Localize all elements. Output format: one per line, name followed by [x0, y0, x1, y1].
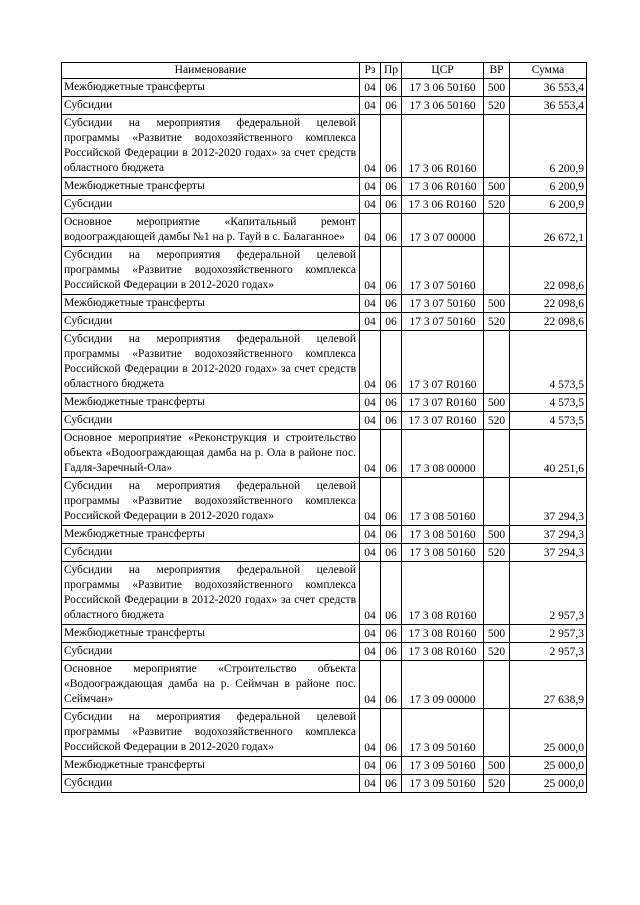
cell-sum: 37 294,3	[510, 478, 587, 526]
cell-name: Субсидии	[62, 544, 360, 562]
cell-rz: 04	[360, 115, 381, 178]
table-row	[62, 757, 587, 775]
cell-rz: 04	[360, 625, 381, 643]
cell-rz: 04	[360, 412, 381, 430]
cell-name: Субсидии на мероприятия федеральной целевой программы «Развитие водохозяйственного комплекса Российской Федерации в 2012-2020 годах»	[62, 247, 360, 295]
cell-csr: 17 3 09 50160	[402, 757, 484, 775]
cell-vr: 500	[484, 178, 510, 196]
cell-pr: 06	[381, 115, 402, 178]
cell-name: Субсидии	[62, 97, 360, 115]
header-vr: ВР	[484, 63, 510, 79]
cell-pr: 06	[381, 97, 402, 115]
cell-pr: 06	[381, 196, 402, 214]
cell-rz: 04	[360, 709, 381, 757]
cell-pr: 06	[381, 79, 402, 97]
cell-csr: 17 3 07 00000	[402, 214, 484, 247]
cell-vr	[484, 709, 510, 757]
cell-vr: 500	[484, 526, 510, 544]
cell-rz: 04	[360, 478, 381, 526]
cell-vr	[484, 430, 510, 478]
cell-vr: 520	[484, 775, 510, 793]
cell-csr: 17 3 07 50160	[402, 313, 484, 331]
cell-csr: 17 3 07 R0160	[402, 412, 484, 430]
table-row	[62, 313, 587, 331]
budget-table	[61, 62, 587, 793]
cell-rz: 04	[360, 196, 381, 214]
cell-pr: 06	[381, 562, 402, 625]
cell-pr: 06	[381, 295, 402, 313]
cell-sum: 2 957,3	[510, 562, 587, 625]
cell-pr: 06	[381, 313, 402, 331]
cell-csr: 17 3 07 R0160	[402, 331, 484, 394]
cell-csr: 17 3 08 50160	[402, 526, 484, 544]
table-row	[62, 295, 587, 313]
cell-csr: 17 3 08 R0160	[402, 643, 484, 661]
cell-name: Субсидии на мероприятия федеральной целевой программы «Развитие водохозяйственного комплекса Российской Федерации в 2012-2020 годах» за счет средств областного бюджета	[62, 562, 360, 625]
table-row	[62, 214, 587, 247]
table-row	[62, 661, 587, 709]
cell-rz: 04	[360, 526, 381, 544]
table-row	[62, 430, 587, 478]
cell-csr: 17 3 07 50160	[402, 247, 484, 295]
cell-name: Субсидии на мероприятия федеральной целевой программы «Развитие водохозяйственного комплекса Российской Федерации в 2012-2020 годах» за счет средств областного бюджета	[62, 115, 360, 178]
header-name: Наименование	[62, 63, 360, 79]
cell-rz: 04	[360, 247, 381, 295]
cell-vr: 500	[484, 295, 510, 313]
cell-sum: 37 294,3	[510, 526, 587, 544]
cell-rz: 04	[360, 562, 381, 625]
cell-csr: 17 3 07 50160	[402, 295, 484, 313]
cell-sum: 37 294,3	[510, 544, 587, 562]
cell-pr: 06	[381, 478, 402, 526]
cell-pr: 06	[381, 214, 402, 247]
cell-sum: 2 957,3	[510, 625, 587, 643]
table-row	[62, 643, 587, 661]
cell-vr: 500	[484, 394, 510, 412]
cell-rz: 04	[360, 214, 381, 247]
cell-sum: 2 957,3	[510, 643, 587, 661]
cell-csr: 17 3 08 R0160	[402, 625, 484, 643]
table-row	[62, 115, 587, 178]
cell-name: Межбюджетные трансферты	[62, 295, 360, 313]
cell-name: Основное мероприятие «Строительство объекта «Водоограждающая дамба на р. Сеймчан в районе пос. Сеймчан»	[62, 661, 360, 709]
cell-vr: 500	[484, 757, 510, 775]
cell-vr	[484, 115, 510, 178]
cell-name: Межбюджетные трансферты	[62, 394, 360, 412]
table-row	[62, 562, 587, 625]
cell-sum: 27 638,9	[510, 661, 587, 709]
cell-vr: 520	[484, 97, 510, 115]
cell-sum: 40 251,6	[510, 430, 587, 478]
cell-pr: 06	[381, 178, 402, 196]
cell-rz: 04	[360, 331, 381, 394]
cell-csr: 17 3 08 R0160	[402, 562, 484, 625]
cell-rz: 04	[360, 775, 381, 793]
cell-vr: 520	[484, 313, 510, 331]
cell-pr: 06	[381, 625, 402, 643]
cell-csr: 17 3 09 00000	[402, 661, 484, 709]
cell-sum: 36 553,4	[510, 79, 587, 97]
cell-csr: 17 3 09 50160	[402, 709, 484, 757]
cell-vr: 520	[484, 544, 510, 562]
cell-csr: 17 3 06 50160	[402, 79, 484, 97]
cell-rz: 04	[360, 430, 381, 478]
table-header-row	[62, 63, 587, 79]
cell-rz: 04	[360, 661, 381, 709]
cell-csr: 17 3 08 50160	[402, 478, 484, 526]
table-row	[62, 544, 587, 562]
cell-vr: 500	[484, 625, 510, 643]
cell-vr	[484, 247, 510, 295]
table-row	[62, 394, 587, 412]
cell-name: Межбюджетные трансферты	[62, 625, 360, 643]
cell-vr	[484, 562, 510, 625]
cell-rz: 04	[360, 97, 381, 115]
cell-name: Межбюджетные трансферты	[62, 79, 360, 97]
cell-name: Субсидии	[62, 643, 360, 661]
cell-name: Основное мероприятие «Капитальный ремонт водоограждающей дамбы №1 на р. Тауй в с. Балаганное»	[62, 214, 360, 247]
cell-rz: 04	[360, 79, 381, 97]
cell-vr	[484, 214, 510, 247]
header-sum: Сумма	[510, 63, 587, 79]
cell-csr: 17 3 09 50160	[402, 775, 484, 793]
cell-csr: 17 3 06 50160	[402, 97, 484, 115]
table-row	[62, 625, 587, 643]
table-row	[62, 775, 587, 793]
cell-name: Межбюджетные трансферты	[62, 757, 360, 775]
cell-name: Субсидии	[62, 775, 360, 793]
cell-sum: 6 200,9	[510, 115, 587, 178]
table-row	[62, 196, 587, 214]
table-row	[62, 97, 587, 115]
cell-rz: 04	[360, 295, 381, 313]
cell-rz: 04	[360, 757, 381, 775]
cell-rz: 04	[360, 544, 381, 562]
cell-vr	[484, 331, 510, 394]
cell-pr: 06	[381, 709, 402, 757]
cell-pr: 06	[381, 394, 402, 412]
cell-name: Субсидии	[62, 313, 360, 331]
cell-vr	[484, 478, 510, 526]
cell-rz: 04	[360, 394, 381, 412]
cell-name: Межбюджетные трансферты	[62, 526, 360, 544]
cell-sum: 22 098,6	[510, 295, 587, 313]
cell-name: Основное мероприятие «Реконструкция и строительство объекта «Водоограждающая дамба на р. Ола в районе пос. Гадля-Заречный-Ола»	[62, 430, 360, 478]
cell-csr: 17 3 08 00000	[402, 430, 484, 478]
table-row	[62, 331, 587, 394]
cell-sum: 6 200,9	[510, 196, 587, 214]
cell-pr: 06	[381, 412, 402, 430]
table-row	[62, 478, 587, 526]
cell-rz: 04	[360, 178, 381, 196]
cell-sum: 22 098,6	[510, 313, 587, 331]
cell-rz: 04	[360, 643, 381, 661]
cell-sum: 4 573,5	[510, 394, 587, 412]
cell-vr	[484, 661, 510, 709]
cell-pr: 06	[381, 526, 402, 544]
cell-pr: 06	[381, 331, 402, 394]
cell-pr: 06	[381, 544, 402, 562]
table-row	[62, 709, 587, 757]
table-row	[62, 526, 587, 544]
cell-pr: 06	[381, 661, 402, 709]
cell-sum: 6 200,9	[510, 178, 587, 196]
cell-vr: 520	[484, 196, 510, 214]
table-body	[62, 79, 587, 793]
table-row	[62, 247, 587, 295]
header-csr: ЦСР	[402, 63, 484, 79]
cell-vr: 520	[484, 643, 510, 661]
cell-sum: 36 553,4	[510, 97, 587, 115]
cell-csr: 17 3 06 R0160	[402, 115, 484, 178]
cell-name: Субсидии	[62, 196, 360, 214]
cell-sum: 25 000,0	[510, 775, 587, 793]
cell-pr: 06	[381, 775, 402, 793]
cell-vr: 500	[484, 79, 510, 97]
cell-pr: 06	[381, 757, 402, 775]
cell-sum: 4 573,5	[510, 331, 587, 394]
cell-name: Субсидии на мероприятия федеральной целевой программы «Развитие водохозяйственного комплекса Российской Федерации в 2012-2020 годах»	[62, 478, 360, 526]
cell-name: Субсидии на мероприятия федеральной целевой программы «Развитие водохозяйственного комплекса Российской Федерации в 2012-2020 годах» за счет средств областного бюджета	[62, 331, 360, 394]
table-row	[62, 412, 587, 430]
cell-csr: 17 3 07 R0160	[402, 394, 484, 412]
cell-sum: 4 573,5	[510, 412, 587, 430]
cell-name: Субсидии	[62, 412, 360, 430]
cell-csr: 17 3 06 R0160	[402, 196, 484, 214]
cell-pr: 06	[381, 430, 402, 478]
header-pr: Пр	[381, 63, 402, 79]
cell-name: Межбюджетные трансферты	[62, 178, 360, 196]
cell-name: Субсидии на мероприятия федеральной целевой программы «Развитие водохозяйственного комплекса Российской Федерации в 2012-2020 годах»	[62, 709, 360, 757]
cell-sum: 25 000,0	[510, 757, 587, 775]
cell-vr: 520	[484, 412, 510, 430]
cell-rz: 04	[360, 313, 381, 331]
table-row	[62, 79, 587, 97]
document-page	[61, 62, 587, 793]
cell-csr: 17 3 06 R0160	[402, 178, 484, 196]
cell-sum: 22 098,6	[510, 247, 587, 295]
header-rz: Рз	[360, 63, 381, 79]
table-row	[62, 178, 587, 196]
cell-sum: 26 672,1	[510, 214, 587, 247]
cell-sum: 25 000,0	[510, 709, 587, 757]
cell-csr: 17 3 08 50160	[402, 544, 484, 562]
cell-pr: 06	[381, 247, 402, 295]
cell-pr: 06	[381, 643, 402, 661]
